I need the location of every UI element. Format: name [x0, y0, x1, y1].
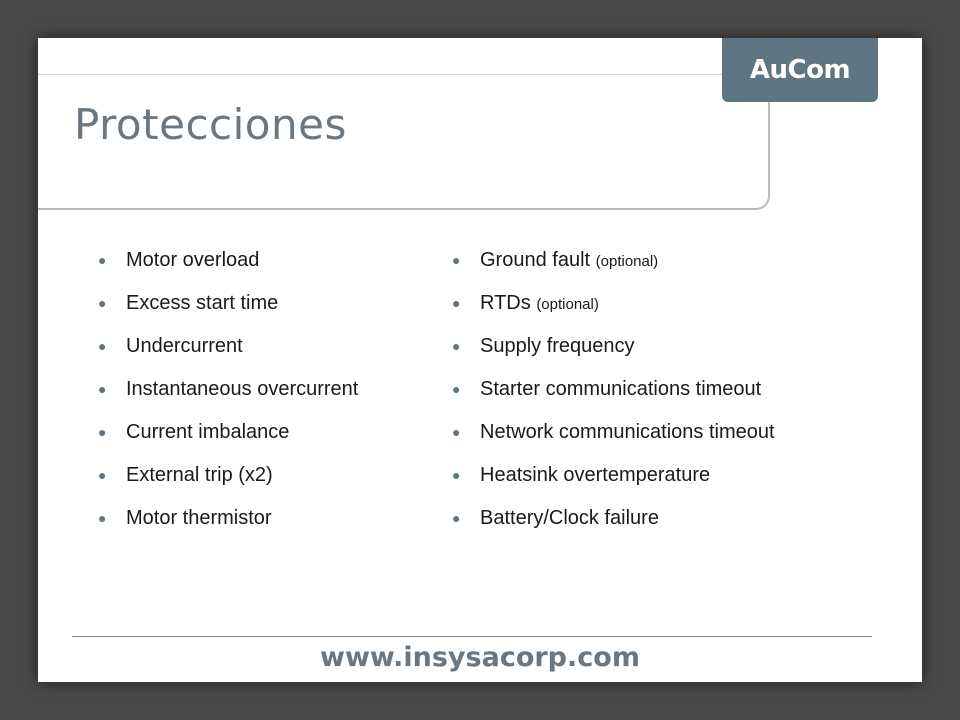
- bullet-icon: ●: [452, 510, 461, 526]
- footer-divider: [72, 636, 872, 637]
- item-text: RTDs: [480, 292, 531, 314]
- list-item: [98, 375, 358, 418]
- bullet-icon: ●: [452, 295, 461, 311]
- item-text: Battery/Clock failure: [480, 507, 659, 529]
- list-item: [452, 418, 775, 461]
- list-item: [98, 504, 358, 547]
- bullet-icon: ●: [98, 295, 107, 311]
- left-bullet-list: [98, 246, 358, 547]
- item-text: Network communications timeout: [480, 421, 775, 443]
- item-text: Current imbalance: [126, 421, 290, 443]
- slide: [38, 38, 922, 682]
- bullet-icon: ●: [98, 338, 107, 354]
- bullet-icon: ●: [452, 338, 461, 354]
- item-text: Heatsink overtemperature: [480, 464, 711, 486]
- right-bullet-list: [452, 246, 775, 547]
- item-text: External trip (x2): [126, 464, 273, 486]
- list-item: [452, 461, 775, 504]
- bullet-icon: ●: [452, 467, 461, 483]
- item-text: Motor thermistor: [126, 507, 272, 529]
- item-text: Motor overload: [126, 249, 260, 271]
- list-item: [98, 418, 358, 461]
- item-text: Excess start time: [126, 292, 279, 314]
- item-note: (optional): [595, 253, 659, 270]
- item-text: Ground fault: [480, 249, 591, 271]
- aucom-logo: [722, 38, 878, 102]
- bullet-icon: ●: [98, 424, 107, 440]
- slide-title: Protecciones: [74, 100, 347, 149]
- bullet-icon: ●: [98, 252, 107, 268]
- bullet-icon: ●: [98, 381, 107, 397]
- item-text: Supply frequency: [480, 335, 635, 357]
- list-item: [452, 375, 775, 418]
- list-item: [452, 246, 775, 289]
- footer-url: www.insysacorp.com: [320, 642, 640, 673]
- list-item: [98, 289, 358, 332]
- item-text: Undercurrent: [126, 335, 243, 357]
- list-item: [98, 246, 358, 289]
- logo-text: AuCom: [749, 55, 851, 85]
- list-item: [452, 332, 775, 375]
- list-item: [98, 332, 358, 375]
- item-text: Starter communications timeout: [480, 378, 762, 400]
- bullet-icon: ●: [98, 510, 107, 526]
- bullet-icon: ●: [452, 381, 461, 397]
- item-note: (optional): [536, 296, 599, 313]
- bullet-icon: ●: [98, 467, 107, 483]
- bullet-icon: ●: [452, 424, 461, 440]
- bullet-icon: ●: [452, 252, 461, 268]
- list-item: [98, 461, 358, 504]
- list-item: [452, 289, 775, 332]
- list-item: [452, 504, 775, 547]
- item-text: Instantaneous overcurrent: [126, 378, 359, 400]
